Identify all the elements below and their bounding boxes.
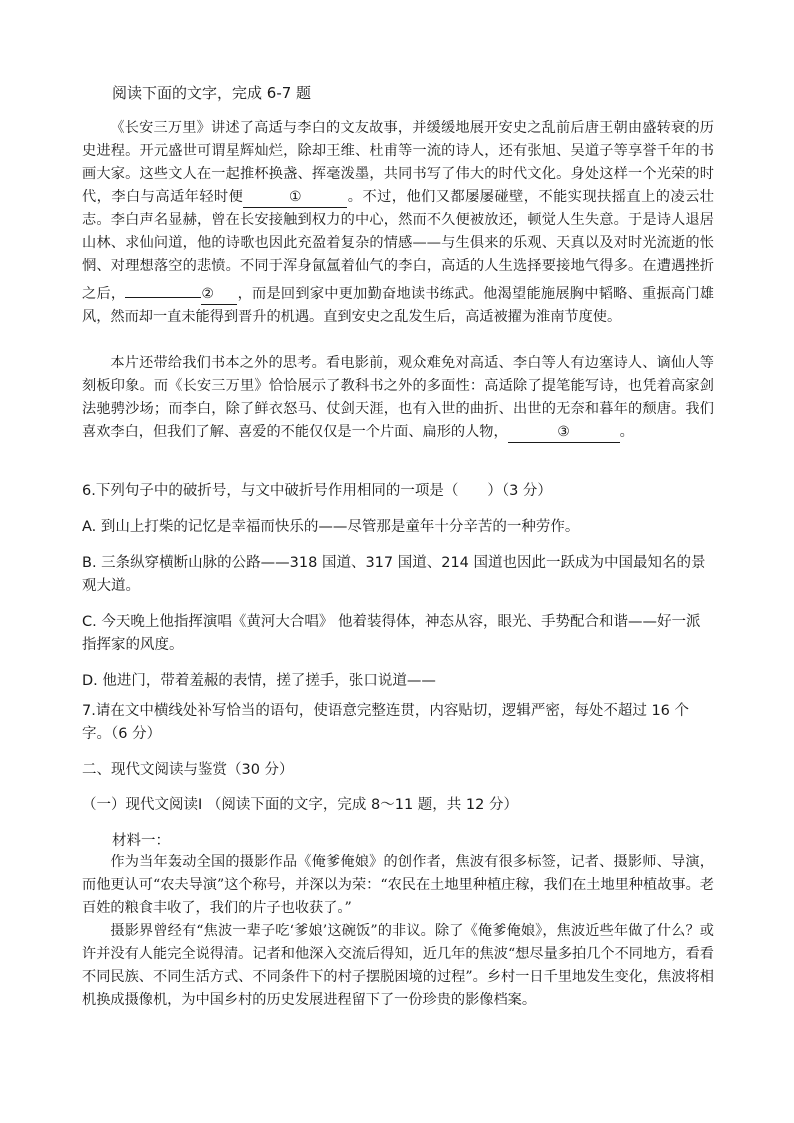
section-intro: 阅读下面的文字，完成 6-7 题	[112, 84, 312, 102]
option-b: B. 三条纵穿横断山脉的公路——318 国道、317 国道、214 国道也因此一跃成为中国最知名的景观大道。	[82, 555, 706, 594]
passage-paragraph-2	[82, 352, 714, 444]
option-d: D. 他进门，带着羞赧的表情，搓了搓手，张口说道——	[82, 673, 436, 689]
passage-text: 。不过，他们又都屡屡碰壁，不能实现扶摇直上的凌云壮志。李白声名显赫，曾在长安接触到权力的中心，然而不久便被放还，顿觉人生失意。于是诗人退居山林、求仙问道，他的诗歌也因此充盈着复杂的情感——与生俱来的乐观、天真以及对时光流逝的怅惘、对理想落空的悲愤。不同于浑身氤氲着仙气的李白，高适的人生选择要接地气得多。在遭遇挫折之后，	[82, 189, 714, 302]
passage-text: 《长安三万里》讲述了高适与李白的文友故事，并缓缓地展开安史之乱前后唐王朝由盛转衰的历史进程。开元盛世可谓星辉灿烂，除却王维、杜甫等一流的诗人，还有张旭、吴道子等享誉千年的书画大家。这些文人在一起推杯换盏、挥毫泼墨，共同书写了伟大的时代文化。身处这样一个光荣的时代，李白与高适年轻时便	[82, 120, 714, 205]
passage-text: 。	[619, 424, 634, 440]
blank-1: ①	[243, 188, 347, 208]
part-2-subtitle: （一）现代文阅读Ⅰ （阅读下面的文字，完成 8～11 题，共 12 分）	[82, 797, 518, 813]
part-2-title: 二、现代文阅读与鉴赏（30 分）	[82, 762, 294, 778]
question-6-stem: 6.下列句子中的破折号，与文中破折号作用相同的一项是（ ）（3 分）	[82, 483, 552, 499]
question-6	[82, 480, 714, 693]
passage-text: 本片还带给我们书本之外的思考。看电影前，观众难免对高适、李白等人有边塞诗人、谪仙人等刻板印象。而《长安三万里》恰恰展示了教科书之外的多面性：高适除了提笔能写诗，也凭着高家剑法驰骋沙场；而李白，除了鲜衣怒马、仗剑天涯，也有入世的曲折、出世的无奈和暮年的颓唐。我们喜欢李白，但我们了解、喜爱的不能仅仅是一个片面、扁形的人物，	[82, 355, 714, 440]
material-paragraph-2: 摄影界曾经有“焦波一辈子吃‘爹娘’这碗饭”的非议。除了《俺爹俺娘》，焦波近些年做了什么？或许并没有人能完全说得清。记者和他深入交流后得知，近几年的焦波“想尽量多拍几个不同地方，看看不同民族、不同生活方式、不同条件下的村子摆脱困境的过程”。乡村一日千里地发生变化，焦波将相机换成摄像机，为中国乡村的历史发展进程留下了一份珍贵的影像档案。	[82, 923, 714, 1008]
passage-paragraph-1	[82, 117, 714, 329]
blank-3: ③	[508, 423, 620, 443]
blank-2: ②	[201, 285, 237, 305]
question-7	[82, 700, 714, 746]
option-c: C. 今天晚上他指挥演唱《黄河大合唱》 他着装得体，神态从容，眼光、手势配合和谐——好一派指挥家的风度。	[82, 614, 701, 653]
material-paragraph-1: 作为当年轰动全国的摄影作品《俺爹俺娘》的创作者，焦波有很多标签，记者、摄影师、导演，而他更认可“农夫导演”这个称号，并深以为荣：“农民在土地里种植庄稼，我们在土地里种植故事。老百姓的粮食丰收了，我们的片子也收获了。”	[82, 854, 714, 916]
option-a: A. 到山上打柴的记忆是幸福而快乐的——尽管那是童年十分辛苦的一种劳作。	[82, 519, 580, 535]
material-label: 材料一：	[112, 833, 170, 849]
question-7-stem: 7.请在文中横线处补写恰当的语句，使语意完整连贯，内容贴切，逻辑严密，每处不超过 16 个字。（6 分）	[82, 703, 689, 742]
passage-text: ，而是回到家中更加勤奋地读书练武。他渴望能施展胸中韬略、重振高门雄风，然而却一直未能得到晋升的机遇。直到安史之乱发生后，高适被擢为淮南节度使。	[82, 286, 714, 325]
